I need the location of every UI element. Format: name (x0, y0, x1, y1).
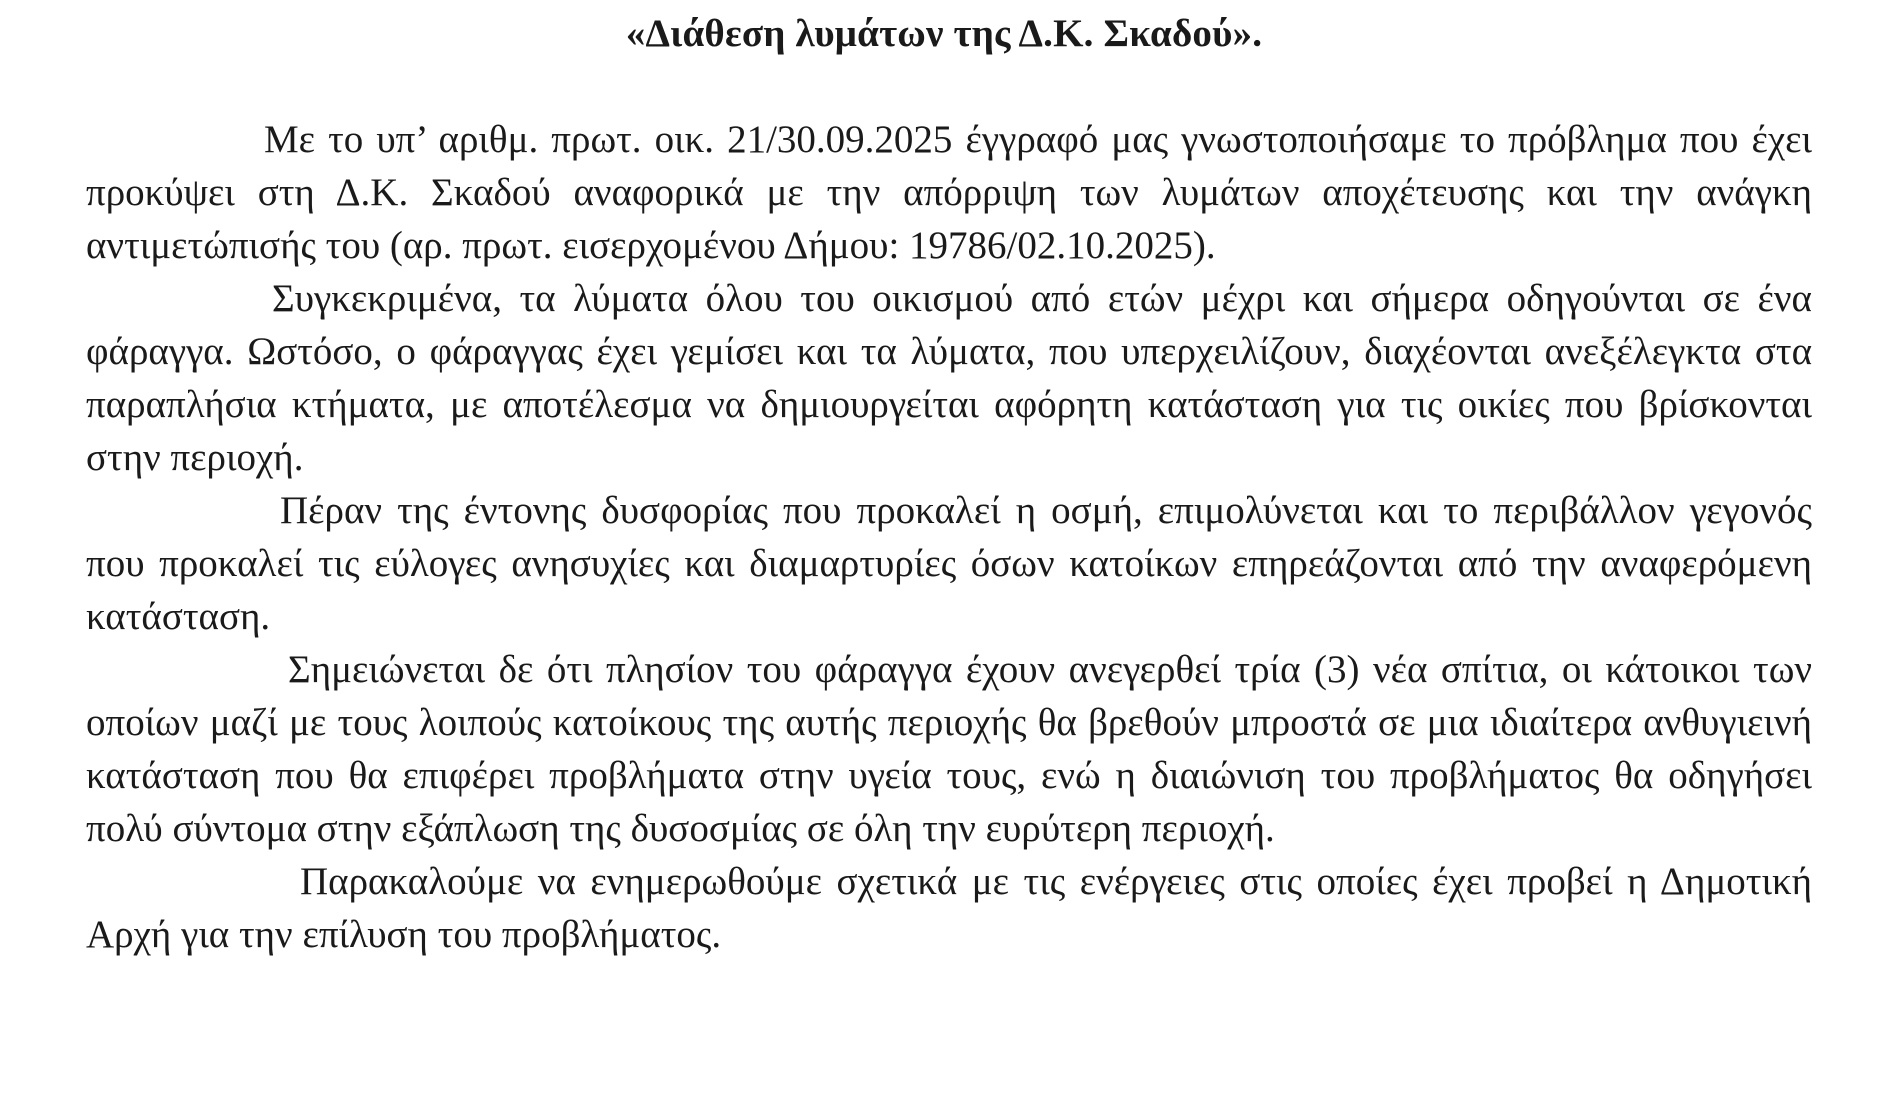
paragraph-sewage-ravine: Συγκεκριμένα, τα λύματα όλου του οικισμού από ετών μέχρι και σήμερα οδηγούνται σε ένα φάραγγα. Ωστόσο, ο φάραγγας έχει γεμίσει και τα λύματα, που υπερχειλίζουν, διαχέονται ανεξέλεγκτα στα παραπλήσια κτήματα, με αποτέλεσμα να δημιουργείται αφόρητη κατάσταση για τις οικίες που βρίσκονται στην περιοχή. (86, 277, 1812, 479)
document-title: «Διάθεση λυμάτων της Δ.Κ. Σκαδού». (625, 12, 1263, 55)
document-body (86, 113, 1812, 961)
paragraph-odor-pollution: Πέραν της έντονης δυσφορίας που προκαλεί η οσμή, επιμολύνεται και το περιβάλλον γεγονός που προκαλεί τις εύλογες ανησυχίες και διαμαρτυρίες όσων κατοίκων επηρεάζονται από την αναφερόμενη κατάσταση. (86, 489, 1812, 638)
paragraph-request-update: Παρακαλούμε να ενημερωθούμε σχετικά με τις ενέργειες στις οποίες έχει προβεί η Δημοτική Αρχή για την επίλυση του προβλήματος. (86, 860, 1812, 956)
paragraph-previous-letter: Με το υπ’ αριθμ. πρωτ. οικ. 21/30.09.2025 έγγραφό μας γνωστοποιήσαμε το πρόβλημα που έχει προκύψει στη Δ.Κ. Σκαδού αναφορικά με την απόρριψη των λυμάτων αποχέτευσης και την ανάγκη αντιμετώπισής του (αρ. πρωτ. εισερχομένου Δήμου: 19786/02.10.2025). (86, 118, 1812, 267)
paragraph-new-houses: Σημειώνεται δε ότι πλησίον του φάραγγα έχουν ανεγερθεί τρία (3) νέα σπίτια, οι κάτοικοι των οποίων μαζί με τους λοιπούς κατοίκους της αυτής περιοχής θα βρεθούν μπροστά σε μια ιδιαίτερα ανθυγιεινή κατάσταση που θα επιφέρει προβλήματα στην υγεία τους, ενώ η διαιώνιση του προβλήματος θα οδηγήσει πολύ σύντομα στην εξάπλωση της δυσοσμίας σε όλη την ευρύτερη περιοχή. (86, 648, 1812, 850)
